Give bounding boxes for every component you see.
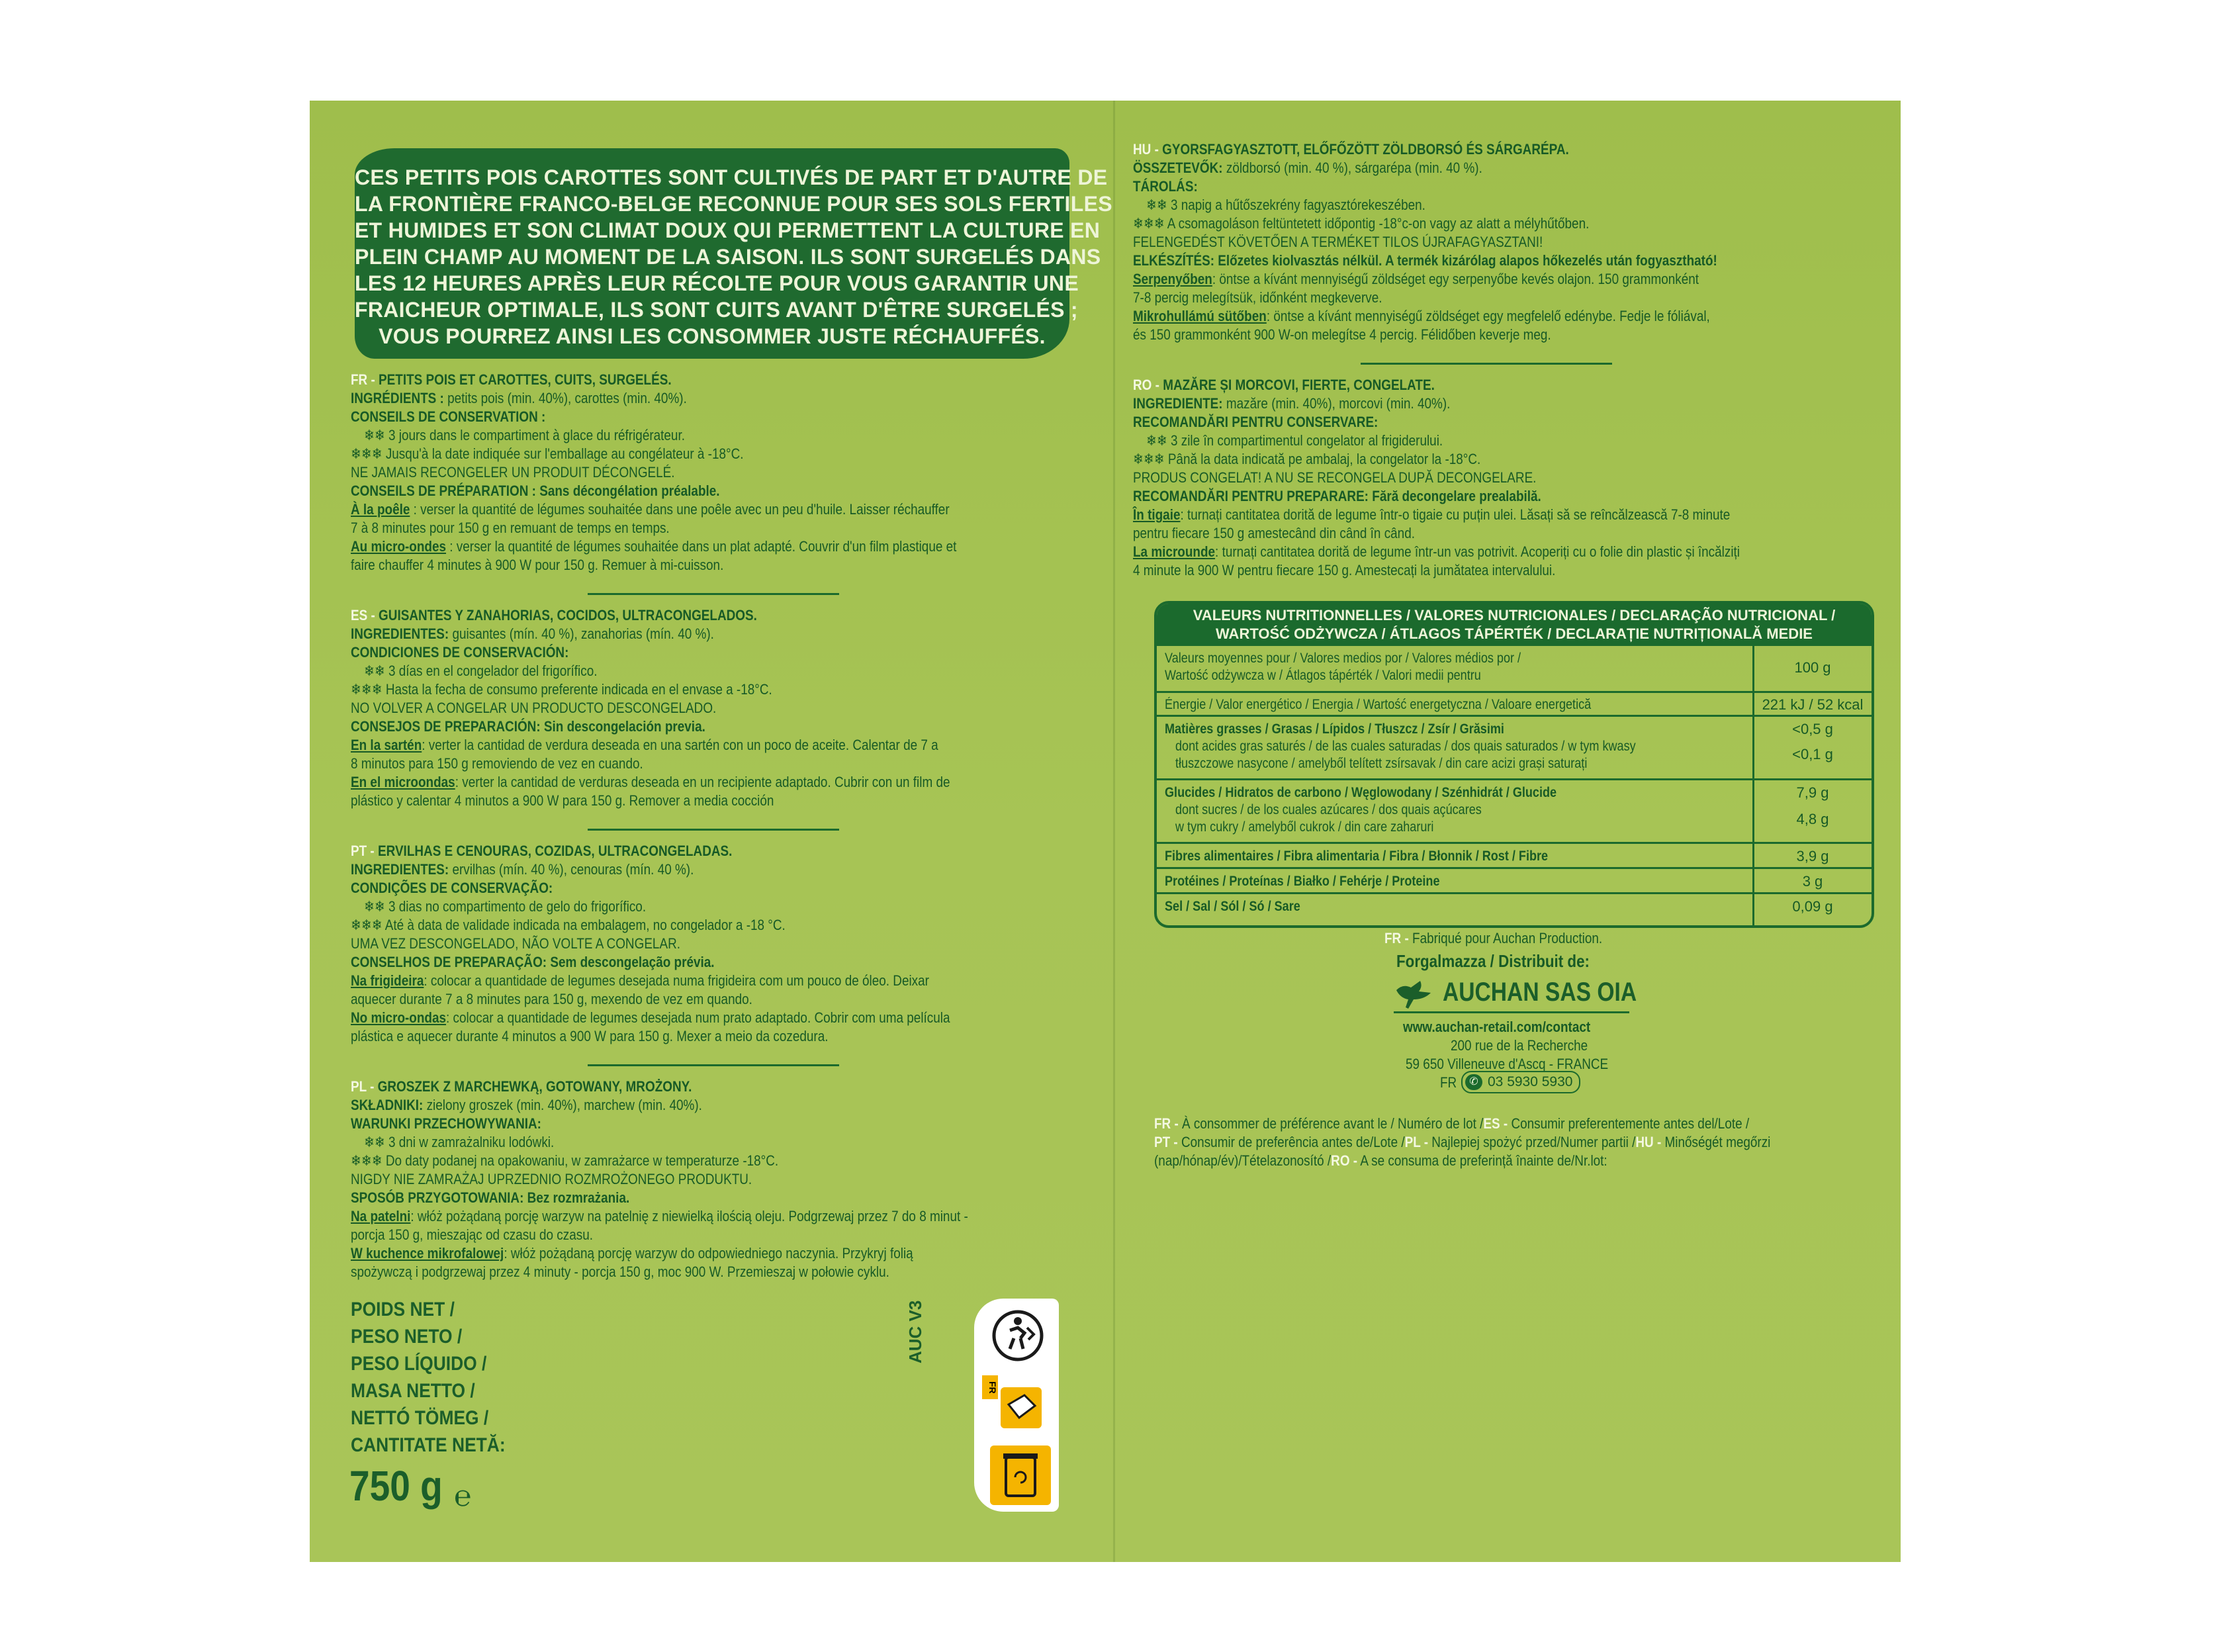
pl-prep-text: Bez rozmrażania. (523, 1189, 630, 1206)
es-storage2: ❄❄❄ Hasta la fecha de consumo preferente indicada en el envase a -18°C. (351, 681, 772, 698)
ro-title-line (1133, 376, 1435, 394)
es-warning: NO VOLVER A CONGELAR UN PRODUCTO DESCONGELADO. (351, 700, 717, 716)
ro-micro-label: La microunde (1133, 543, 1216, 560)
fr-ingredients: petits pois (min. 40%), carottes (min. 40%). (443, 390, 687, 406)
pt-prep-line (351, 953, 715, 972)
energy-label: Énergie / Valor energético / Energia / Wartość energetyczna / Valoare energetică (1165, 697, 1592, 712)
es-storage1: ❄❄ 3 días en el congelador del frigorífico. (364, 663, 598, 679)
hu-title: GYORSFAGYASZTOTT, ELŐFŐZÖTT ZÖLDBORSÓ ÉS SÁRGARÉPA. (1158, 141, 1569, 158)
ro-pan-line (1133, 506, 1730, 524)
hu-micro-text1: : öntse a kívánt mennyiségű zöldséget egy megfelelő edénybe. Fedje le fóliával, (1266, 308, 1710, 324)
fr-title-line (351, 371, 672, 389)
address-line2: 59 650 Villeneuve d'Ascq - FRANCE (1406, 1056, 1609, 1072)
hu-storage2: ❄❄❄ A csomagoláson feltüntetett időpontig -18°c-on vagy az alatt a mélyhűtőben. (1133, 215, 1590, 232)
pl-pan-line (351, 1207, 968, 1226)
pt-prep-text: Sem descongelação prévia. (547, 954, 715, 970)
pl-storage1: ❄❄ 3 dni w zamrażalniku lodówki. (364, 1134, 555, 1150)
es-micro-line (351, 773, 950, 792)
fr-micro-line (351, 537, 956, 556)
producer-fr-code: FR - (1384, 930, 1409, 946)
triman-recycling-icon (990, 1308, 1046, 1363)
bb-pt-code: PT - (1154, 1134, 1178, 1150)
es-prep-line (351, 717, 705, 736)
salt-value: 0,09 g (1792, 898, 1833, 915)
pt-pan-text1: : colocar a quantidade de legumes desejada numa frigideira com um pouco de óleo. Deixar (424, 972, 929, 989)
pl-micro-label: W kuchence mikrofalowej (351, 1245, 504, 1262)
yellow-bin-icon (990, 1446, 1051, 1505)
ro-storage2: ❄❄❄ Până la data indicată pe ambalaj, la congelator la -18°C. (1133, 451, 1481, 467)
pl-ingredients: zielony groszek (min. 40%), marchew (min. 40%). (423, 1097, 702, 1113)
pt-ingredients-label: INGREDIENTES: (351, 861, 449, 878)
es-title: GUISANTES Y ZANAHORIAS, COCIDOS, ULTRACONGELADOS. (375, 607, 757, 623)
hu-prep-label: ELKÉSZÍTÉS: (1133, 252, 1214, 269)
bb-pl-text: Najlepiej spożyć przed/Numer partii / (1428, 1134, 1636, 1150)
pl-pan-text2: porcja 150 g, mieszając od czasu do czasu. (351, 1226, 593, 1243)
pl-storage-label: WARUNKI PRZECHOWYWANIA: (351, 1115, 541, 1132)
carb-value: 7,9 g (1796, 784, 1829, 801)
fr-warning: NE JAMAIS RECONGELER UN PRODUIT DÉCONGELÉ. (351, 464, 675, 481)
hu-storage-label: TÁROLÁS: (1133, 178, 1198, 195)
net-weight-labels: POIDS NET / PESO NETO / PESO LÍQUIDO / MASA NETTO / NETTÓ TÖMEG / CANTITATE NETĂ: (351, 1299, 506, 1456)
packaging-pouch-icon (998, 1385, 1044, 1431)
phone-icon: ✆ (1465, 1074, 1482, 1090)
pt-micro-label: No micro-ondas (351, 1009, 447, 1026)
pl-ingredients-line (351, 1096, 702, 1115)
satfat-label: dont acides gras saturés / de las cuales saturadas / dos quais saturados / w tym kwasy tłuszczowe nasycone / amelyből telített zsírsavak / din care acizi grași saturați (1175, 739, 1636, 771)
es-prep-text: Sin descongelación previa. (540, 718, 705, 735)
hu-prep-text: Előzetes kiolvasztás nélkül. A termék kizárólag alapos hőkezelés után fogyasztható! (1214, 252, 1717, 269)
fr-prep-line (351, 482, 720, 500)
fr-storage-label: CONSEILS DE CONSERVATION : (351, 408, 546, 425)
producer-line (1384, 929, 1602, 948)
es-pan-line (351, 736, 938, 755)
fibre-label: Fibres alimentaires / Fibra alimentaria / Fibra / Błonnik / Rost / Fibre (1165, 849, 1549, 864)
satfat-value: <0,1 g (1792, 746, 1833, 762)
ro-prep-label: RECOMANDĂRI PENTRU PREPARARE: (1133, 488, 1369, 504)
pt-warning: UMA VEZ DESCONGELADO, NÃO VOLTE A CONGELAR. (351, 935, 681, 952)
nutrition-header-text: VALEURS NUTRITIONNELLES / VALORES NUTRICIONALES / DECLARAÇÃO NUTRICIONAL / WARTOŚĆ ODŻYWCZA / ÁTLAGOS TÁPÉRTÉK / DECLARAȚIE NUTRIȚIONALĂ MEDIE (1193, 607, 1836, 642)
pt-ingredients: ervilhas (mín. 40 %), cenouras (mín. 40 %). (449, 861, 694, 878)
es-prep-label: CONSEJOS DE PREPARACIÓN: (351, 718, 541, 735)
pl-ingredients-label: SKŁADNIKI: (351, 1097, 424, 1113)
table-row (1157, 715, 1872, 780)
ro-micro-line (1133, 543, 1740, 561)
hu-ingredients: zöldborsó (min. 40 %), sárgarépa (min. 40 %). (1222, 160, 1482, 176)
pt-prep-label: CONSELHOS DE PREPARAÇÃO: (351, 954, 547, 970)
salt-label: Sel / Sal / Sól / Só / Sare (1165, 899, 1300, 914)
bb-pt-text: Consumir de preferência antes de/Lote / (1177, 1134, 1405, 1150)
hu-title-line (1133, 140, 1569, 159)
pl-pan-label: Na patelni (351, 1208, 411, 1224)
estimated-sign: ℮ (454, 1480, 472, 1512)
es-storage-label: CONDICIONES DE CONSERVACIÓN: (351, 644, 569, 661)
fr-prep-label: CONSEILS DE PRÉPARATION : (351, 482, 536, 499)
fr-code: FR - (351, 371, 375, 388)
fr-micro-label: Au micro-ondes (351, 538, 447, 555)
fr-pan-text2: 7 à 8 minutes pour 150 g en remuant de temps en temps. (351, 520, 670, 536)
pt-title-line (351, 842, 732, 860)
pl-title: GROSZEK Z MARCHEWKĄ, GOTOWANY, MROŻONY. (374, 1078, 692, 1095)
banner-text: CES PETITS POIS CAROTTES SONT CULTIVÉS DE PART ET D'AUTRE DE LA FRONTIÈRE FRANCO-BELGE RECONNUE POUR SES SOLS FERTILES ET HUMIDES ET SON CLIMAT DOUX QUI PERMETTENT LA CULTURE EN PLEIN CHAMP AU MOMENT DE LA SAISON. ILS SONT SURGELÉS DANS LES 12 HEURES APRÈS LEUR RÉCOLTE POUR VOUS GARANTIR UNE FRAICHEUR OPTIMALE, ILS SONT CUITS AVANT D'ÊTRE SURGELÉS ; VOUS POURREZ AINSI LES CONSOMMER JUSTE RÉCHAUFFÉS. (355, 165, 1112, 348)
ro-storage1: ❄❄ 3 zile în compartimentul congelator al frigiderului. (1146, 432, 1443, 449)
carb-label: Glucides / Hidratos de carbono / Węglowodany / Szénhidrát / Glucide (1165, 785, 1557, 800)
fr-title: PETITS POIS ET CAROTTES, CUITS, SURGELÉS. (375, 371, 672, 388)
pl-micro-text2: spożywczą i podgrzewaj przez 4 minuty - porcja 150 g, moc 900 W. Przemieszaj w połowie cyklu. (351, 1263, 889, 1280)
fr-ingredients-line (351, 389, 687, 408)
hu-micro-label: Mikrohullámú sütőben (1133, 308, 1267, 324)
per-label: Valeurs moyennes pour / Valores medios por / Valores médios por / Wartość odżywcza w / Átlagos tápérték / Valori medii pentru (1165, 651, 1521, 683)
bb-ro-text: A se consuma de preferință înainte de/Nr.lot: (1357, 1152, 1607, 1169)
phone-code: FR (1440, 1074, 1457, 1091)
best-before-line2 (1154, 1133, 1770, 1152)
pt-pan-text2: aquecer durante 7 a 8 minutes para 150 g, mexendo de vez em quando. (351, 991, 752, 1007)
fat-value: <0,5 g (1792, 721, 1833, 737)
hu-warning: FELENGEDÉST KÖVETŐEN A TERMÉKET TILOS ÚJRAFAGYASZTANI! (1133, 234, 1543, 250)
distributor-name: AUCHAN SAS OIA (1443, 978, 1637, 1007)
hu-pan-text2: 7-8 percig melegítsük, időnként megkeverve. (1133, 289, 1382, 306)
hu-pan-label: Serpenyőben (1133, 271, 1212, 287)
bb-es-code: ES - (1483, 1115, 1508, 1132)
distributor-label: Forgalmazza / Distribuit de: (1396, 951, 1590, 971)
hu-ingredients-label: ÖSSZETEVŐK: (1133, 160, 1223, 176)
hu-pan-text1: : öntse a kívánt mennyiségű zöldséget egy serpenyőbe kevés olajon. 150 grammonként (1212, 271, 1699, 287)
packaging-panel (310, 101, 1901, 1562)
pt-pan-line (351, 972, 929, 990)
ro-pan-label: În tigaie (1133, 506, 1181, 523)
bb-hu-code: HU - (1635, 1134, 1662, 1150)
sugar-value: 4,8 g (1796, 811, 1829, 827)
pl-pan-text1: : włóż pożądaną porcję warzyw na patelnię z niewielką ilością oleju. Podgrzewaj przez 7 do 8 minut - (410, 1208, 968, 1224)
es-code: ES - (351, 607, 375, 623)
separator (1361, 363, 1612, 365)
intro-banner (355, 148, 1112, 359)
es-micro-text2: plástico y calentar 4 minutos a 900 W para 150 g. Remover a media cocción (351, 792, 774, 809)
es-pan-text2: 8 minutos para 150 g removiendo de vez en cuando. (351, 755, 643, 772)
fr-pan-label: À la poêle (351, 501, 410, 518)
nutrition-table (1154, 601, 1874, 928)
bb-es-text: Consumir preferentemente antes del/Lote / (1508, 1115, 1750, 1132)
ro-micro-text1: : turnați cantitatea dorită de legume într-un vas potrivit. Acoperiți cu o folie din plastic și încălziți (1215, 543, 1740, 560)
pl-prep-line (351, 1189, 629, 1207)
pl-micro-text1: : włóż pożądaną porcję warzyw do odpowiedniego naczynia. Przykryj folią (504, 1245, 913, 1262)
table-row (1157, 646, 1872, 691)
nutrition-header (1157, 604, 1872, 646)
pt-storage2: ❄❄❄ Até à data de validade indicada na embalagem, no congelador a -18 °C. (351, 917, 786, 933)
pt-pan-label: Na frigideira (351, 972, 424, 989)
hu-micro-line (1133, 307, 1710, 326)
ro-prep-text: Fără decongelare prealabilă. (1368, 488, 1541, 504)
fr-storage2: ❄❄❄ Jusqu'à la date indiquée sur l'emballage au congélateur à -18°C. (351, 445, 744, 462)
separator (1394, 1011, 1629, 1013)
ro-ingredients-line (1133, 394, 1450, 413)
fat-label: Matières grasses / Grasas / Lípidos / Tłuszcz / Zsír / Grăsimi (1165, 721, 1504, 737)
hu-code: HU - (1133, 141, 1159, 158)
pt-title: ERVILHAS E CENOURAS, COZIDAS, ULTRACONGELADAS. (374, 843, 733, 859)
recycling-info (974, 1299, 1059, 1512)
producer-fr-text: Fabriqué pour Auchan Production. (1408, 930, 1603, 946)
ro-code: RO - (1133, 377, 1159, 393)
ro-title: MAZĂRE ȘI MORCOVI, FIERTE, CONGELATE. (1159, 377, 1435, 393)
es-micro-text1: : verter la cantidad de verduras deseada en un recipiente adaptado. Cubrir con un film de (455, 774, 950, 790)
bb-line3a: (nap/hónap/év)/Tételazonosító / (1154, 1152, 1332, 1169)
pt-code: PT - (351, 843, 375, 859)
hu-pan-line (1133, 270, 1699, 289)
table-row (1157, 867, 1872, 894)
pl-micro-line (351, 1244, 913, 1263)
pl-title-line (351, 1078, 692, 1096)
ro-storage-label: RECOMANDĂRI PENTRU CONSERVARE: (1133, 414, 1378, 430)
distributor-website: www.auchan-retail.com/contact (1403, 1019, 1591, 1035)
bb-fr-code: FR - (1154, 1115, 1179, 1132)
table-row (1157, 842, 1872, 869)
ro-ingredients-label: INGREDIENTE: (1133, 395, 1223, 412)
pt-ingredients-line (351, 860, 694, 879)
ro-micro-text2: 4 minute la 900 W pentru fiecare 150 g. Amestecați la jumătatea intervalului. (1133, 562, 1556, 578)
table-row (1157, 778, 1872, 844)
bb-fr-text: À consommer de préférence avant le / Numéro de lot / (1178, 1115, 1484, 1132)
fold-line (1113, 101, 1115, 1562)
table-row (1157, 691, 1872, 717)
best-before-line1 (1154, 1115, 1749, 1133)
table-row (1157, 892, 1872, 927)
address-line1: 200 rue de la Recherche (1451, 1037, 1588, 1054)
separator (588, 829, 839, 831)
pl-prep-label: SPOSÓB PRZYGOTOWANIA: (351, 1189, 524, 1206)
hu-ingredients-line (1133, 159, 1482, 177)
recycling-country: FR (982, 1375, 998, 1399)
separator (588, 593, 839, 595)
fr-prep-text: Sans décongélation préalable. (535, 482, 720, 499)
phone-number: 03 5930 5930 (1488, 1074, 1573, 1089)
bb-hu-text: Minőségét megőrzi (1661, 1134, 1771, 1150)
version-code: AUC V3 (905, 1300, 925, 1363)
protein-label: Protéines / Proteínas / Białko / Fehérje / Proteine (1165, 874, 1440, 889)
pt-storage1: ❄❄ 3 dias no compartimento de gelo do frigorífico. (364, 898, 647, 915)
fr-micro-text2: faire chauffer 4 minutes à 900 W pour 150 g. Remuer à mi-cuisson. (351, 557, 724, 573)
es-pan-text1: : verter la cantidad de verdura deseada en una sartén con un poco de aceite. Calentar de 7 a (422, 737, 938, 753)
ro-pan-text2: pentru fiecare 150 g amestecând din când în când. (1133, 525, 1415, 541)
net-weight-value: 750 g (349, 1462, 443, 1510)
ro-pan-text1: : turnați cantitatea dorită de legume într-o tigaie cu puțin ulei. Lăsați să se reîncălzească 7-8 minute (1180, 506, 1731, 523)
es-title-line (351, 606, 757, 625)
pl-code: PL - (351, 1078, 375, 1095)
es-pan-label: En la sartén (351, 737, 422, 753)
ro-warning: PRODUS CONGELAT! A NU SE RECONGELA DUPĂ DECONGELARE. (1133, 469, 1537, 486)
hu-prep-line (1133, 252, 1717, 270)
pt-micro-text1: : colocar a quantidade de legumes desejada num prato adaptado. Cobrir com uma película (446, 1009, 950, 1026)
pl-warning: NIGDY NIE ZAMRAŻAJ UPRZEDNIO ROZMROŻONEGO PRODUKTU. (351, 1171, 752, 1187)
fr-ingredients-label: INGRÉDIENTS : (351, 390, 444, 406)
auchan-bird-logo (1394, 977, 1436, 1011)
pt-storage-label: CONDIÇÕES DE CONSERVAÇÃO: (351, 880, 553, 896)
pt-micro-line (351, 1009, 950, 1027)
es-ingredients-label: INGREDIENTES: (351, 625, 449, 642)
es-ingredients: guisantes (mín. 40 %), zanahorias (mín. 40 %). (449, 625, 714, 642)
sugar-label: dont sucres / de los cuales azúcares / dos quais açúcares w tym cukry / amelyből cukrok / din care zaharuri (1175, 802, 1482, 835)
es-ingredients-line (351, 625, 714, 643)
separator (588, 1064, 839, 1066)
protein-value: 3 g (1802, 873, 1823, 890)
bb-ro-code: RO - (1331, 1152, 1358, 1169)
pl-storage2: ❄❄❄ Do daty podanej na opakowaniu, w zamrażarce w temperaturze -18°C. (351, 1152, 779, 1169)
fr-micro-text1: : verser la quantité de légumes souhaitée dans un plat adapté. Couvrir d'un film plastique et (446, 538, 957, 555)
per-value: 100 g (1794, 659, 1831, 676)
energy-value: 221 kJ / 52 kcal (1762, 696, 1864, 713)
phone-badge (1461, 1071, 1580, 1093)
fibre-value: 3,9 g (1796, 848, 1829, 864)
ro-ingredients: mazăre (min. 40%), morcovi (min. 40%). (1222, 395, 1451, 412)
best-before-line3 (1154, 1152, 1607, 1170)
hu-micro-text2: és 150 grammonként 900 W-on melegítse 4 percig. Félidőben keverje meg. (1133, 326, 1551, 343)
fr-storage1: ❄❄ 3 jours dans le compartiment à glace du réfrigérateur. (364, 427, 685, 443)
fr-pan-text1: : verser la quantité de légumes souhaitée dans une poêle avec un peu d'huile. Laisser réchauffer (410, 501, 950, 518)
hu-storage1: ❄❄ 3 napig a hűtőszekrény fagyasztórekeszében. (1146, 197, 1425, 213)
fr-pan-line (351, 500, 950, 519)
ro-prep-line (1133, 487, 1541, 506)
es-micro-label: En el microondas (351, 774, 455, 790)
bb-pl-code: PL - (1404, 1134, 1429, 1150)
pt-micro-text2: plástica e aquecer durante 4 minutos a 900 W para 150 g. Mexer a meio da cozedura. (351, 1028, 829, 1044)
